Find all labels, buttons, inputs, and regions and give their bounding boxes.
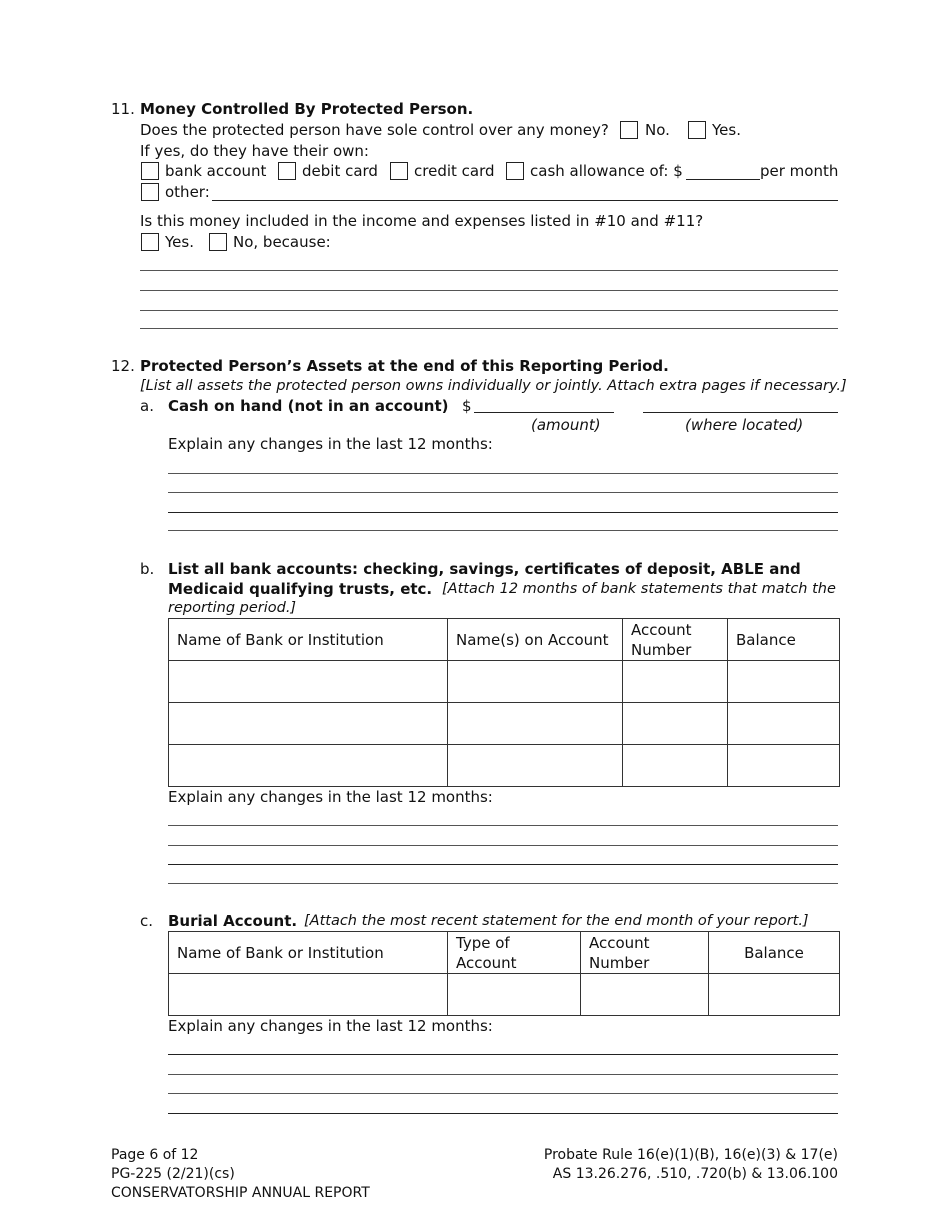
column-header: Name(s) on Account — [448, 619, 623, 661]
footer-right — [544, 1146, 838, 1184]
form-title: CONSERVATORSHIP ANNUAL REPORT — [111, 1185, 370, 1201]
bank-accounts-table — [168, 618, 840, 787]
explanation-line[interactable] — [168, 1054, 838, 1055]
column-header: Name of Bank or Institution — [169, 932, 448, 974]
bank-accounts-title-line1: List all bank accounts: checking, savings, certificates of deposit, ABLE and — [168, 560, 801, 578]
table-row — [169, 745, 840, 787]
sole-control-no-checkbox[interactable] — [620, 121, 638, 139]
explanation-line[interactable] — [168, 1093, 838, 1094]
cash-allowance-amount-field[interactable] — [686, 179, 760, 180]
table-cell[interactable] — [448, 745, 623, 787]
footer-left — [111, 1146, 370, 1203]
debit-card-checkbox[interactable] — [278, 162, 296, 180]
column-header: Balance — [728, 619, 840, 661]
cash-allowance-label: cash allowance of: $ — [530, 162, 683, 180]
explanation-line[interactable] — [140, 290, 838, 291]
table-cell[interactable] — [623, 745, 728, 787]
table-row — [169, 974, 840, 1016]
section-11-title: Money Controlled By Protected Person. — [140, 100, 474, 118]
table-cell[interactable] — [623, 703, 728, 745]
explanation-line[interactable] — [168, 530, 838, 531]
explanation-line[interactable] — [168, 1113, 838, 1114]
table-row — [169, 661, 840, 703]
table-header-row — [169, 619, 840, 661]
other-field[interactable] — [212, 200, 838, 201]
item-c-letter: c. — [140, 912, 154, 930]
sole-control-yes-checkbox[interactable] — [688, 121, 706, 139]
if-yes-prompt: If yes, do they have their own: — [140, 142, 369, 160]
credit-card-checkbox[interactable] — [390, 162, 408, 180]
other-label: other: — [165, 183, 210, 201]
table-cell[interactable] — [728, 745, 840, 787]
cash-explain-label: Explain any changes in the last 12 months: — [168, 435, 493, 453]
cash-allowance-checkbox[interactable] — [506, 162, 524, 180]
bank-account-label: bank account — [165, 162, 267, 180]
bank-account-checkbox[interactable] — [141, 162, 159, 180]
per-month-label: per month — [760, 162, 839, 180]
column-header: Account Number — [623, 619, 728, 661]
table-cell[interactable] — [169, 745, 448, 787]
table-cell[interactable] — [709, 974, 840, 1016]
table-cell[interactable] — [448, 703, 623, 745]
other-checkbox[interactable] — [141, 183, 159, 201]
explanation-line[interactable] — [140, 328, 838, 329]
where-located-caption: (where located) — [685, 416, 804, 434]
included-question: Is this money included in the income and expenses listed in #10 and #11? — [140, 212, 704, 230]
amount-caption: (amount) — [531, 416, 601, 434]
burial-account-title: Burial Account. — [168, 912, 298, 930]
bank-explain-label: Explain any changes in the last 12 months: — [168, 788, 493, 806]
table-cell[interactable] — [169, 703, 448, 745]
cash-on-hand-title: Cash on hand (not in an account) — [168, 397, 449, 415]
probate-rule-reference: Probate Rule 16(e)(1)(B), 16(e)(3) & 17(e) — [543, 1147, 838, 1163]
sole-control-question: Does the protected person have sole control over any money? — [140, 121, 609, 139]
sole-control-no-label: No. — [645, 121, 670, 139]
column-header: Type of Account — [448, 932, 581, 974]
burial-explain-label: Explain any changes in the last 12 months: — [168, 1017, 493, 1035]
explanation-line[interactable] — [168, 473, 838, 474]
bank-accounts-note-line2: reporting period.] — [168, 600, 297, 616]
table-cell[interactable] — [728, 703, 840, 745]
table-cell[interactable] — [728, 661, 840, 703]
explanation-line[interactable] — [168, 492, 838, 493]
bank-accounts-title-line2: Medicaid qualifying trusts, etc. — [168, 580, 433, 598]
statute-reference: AS 13.26.276, .510, .720(b) & 13.06.100 — [552, 1166, 838, 1182]
form-number: PG-225 (2/21)(cs) — [111, 1166, 235, 1182]
explanation-line[interactable] — [140, 310, 838, 311]
cash-amount-field[interactable] — [474, 412, 614, 413]
credit-card-label: credit card — [414, 162, 495, 180]
explanation-line[interactable] — [168, 825, 838, 826]
column-header: Account Number — [581, 932, 709, 974]
column-header: Balance — [709, 932, 840, 974]
section-12-title: Protected Person’s Assets at the end of this Reporting Period. — [140, 357, 669, 375]
section-12-number: 12. — [111, 357, 135, 375]
table-cell[interactable] — [448, 974, 581, 1016]
included-no-label: No, because: — [233, 233, 331, 251]
sole-control-yes-label: Yes. — [712, 121, 741, 139]
item-a-letter: a. — [140, 397, 154, 415]
item-b-letter: b. — [140, 560, 155, 578]
table-cell[interactable] — [448, 661, 623, 703]
section-12-note: [List all assets the protected person owns individually or jointly. Attach extra pages if necessary.] — [140, 378, 847, 394]
debit-card-label: debit card — [302, 162, 378, 180]
table-cell[interactable] — [169, 974, 448, 1016]
explanation-line[interactable] — [168, 845, 838, 846]
included-no-checkbox[interactable] — [209, 233, 227, 251]
explanation-line[interactable] — [168, 883, 838, 884]
explanation-line[interactable] — [168, 864, 838, 865]
included-yes-label: Yes. — [165, 233, 194, 251]
included-yes-checkbox[interactable] — [141, 233, 159, 251]
section-11-number: 11. — [111, 100, 135, 118]
table-cell[interactable] — [623, 661, 728, 703]
bank-accounts-note-line1: [Attach 12 months of bank statements that match the — [442, 581, 836, 597]
burial-account-note: [Attach the most recent statement for the end month of your report.] — [304, 913, 809, 929]
table-cell[interactable] — [169, 661, 448, 703]
explanation-line[interactable] — [140, 270, 838, 271]
table-cell[interactable] — [581, 974, 709, 1016]
table-row — [169, 703, 840, 745]
explanation-line[interactable] — [168, 512, 838, 513]
table-header-row — [169, 932, 840, 974]
cash-dollar-sign: $ — [462, 397, 472, 415]
burial-account-table — [168, 931, 840, 1016]
cash-location-field[interactable] — [643, 412, 838, 413]
explanation-line[interactable] — [168, 1074, 838, 1075]
page-number: Page 6 of 12 — [111, 1147, 199, 1163]
column-header: Name of Bank or Institution — [169, 619, 448, 661]
